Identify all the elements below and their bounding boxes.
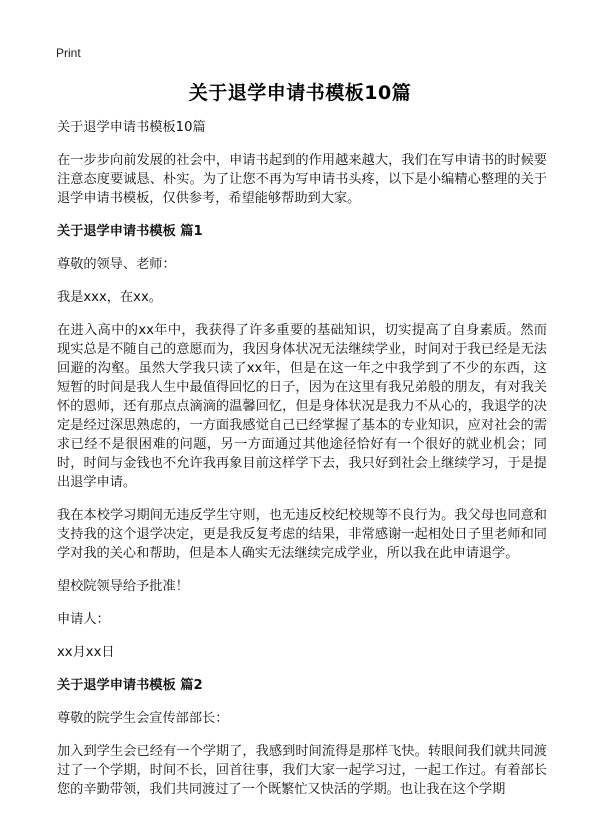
salutation: 尊敬的院学生会宣传部部长： xyxy=(57,711,229,726)
document-body xyxy=(57,118,547,813)
document-subtitle: 关于退学申请书模板10篇 xyxy=(57,120,206,135)
print-link[interactable]: Print xyxy=(56,46,81,60)
date-line: xx月xx日 xyxy=(57,645,115,660)
body-paragraph: 在进入高中的xx年中，我获得了许多重要的基础知识，切实提高了自身素质。然而现实总是不随自己的意愿而为，我因身体状况无法继续学业，时间对于我已经是无法回避的沟壑。虽然大学我只读了xx年，但是在这一年之中我学到了不少的东西，这短暂的时间是我人生中最值得回忆的日子，因为在这里有我兄弟般的朋友，有对我关怀的恩师，还有那点点滴滴的温馨回忆，但是身体状况是我力不从心的，我退学的决定是经过深思熟虑的，一方面我感觉自己已经掌握了基本的专业知识，应对社会的需求已经不是很困难的问题，另一方面通过其他途径恰好有一个很好的就业机会；同时，时间与金钱也不允许我再象目前这样学下去，我只好到社会上继续学习，于是提出退学申请。 xyxy=(57,323,547,490)
signature-label: 申请人： xyxy=(57,612,110,627)
section-2 xyxy=(57,676,547,799)
section-heading: 关于退学申请书模板 篇2 xyxy=(57,678,203,693)
section-heading: 关于退学申请书模板 篇1 xyxy=(57,224,203,239)
body-paragraph: 我是xxx，在xx。 xyxy=(57,290,162,305)
intro-paragraph: 在一步步向前发展的社会中，申请书起到的作用越来越大，我们在写申请书的时候要注意态度要诚恳、朴实。为了让您不再为写申请书头疼，以下是小编精心整理的关于退学申请书模板，仅供参考，希望能够帮助到大家。 xyxy=(57,153,547,206)
salutation: 尊敬的领导、老师： xyxy=(57,257,176,272)
document-title: 关于退学申请书模板10篇 xyxy=(188,82,412,104)
body-paragraph: 我在本校学习期间无违反学生守则，也无违反校纪校规等不良行为。我父母也同意和支持我的这个退学决定，更是我反复考虑的结果，非常感谢一起相处日子里老师和同学对我的关心和帮助，但是本人确实无法继续完成学业，所以我在此申请退学。 xyxy=(57,508,547,561)
section-1 xyxy=(57,222,547,662)
body-paragraph: 望校院领导给予批准！ xyxy=(57,579,189,594)
body-paragraph: 加入到学生会已经有一个学期了，我感到时间流得是那样飞快。转眼间我们就共同渡过了一个学期，时间不长，回首往事，我们大家一起学习过，一起工作过。有着部长您的辛勤带领，我们共同渡过了一个既繁忙又快活的学期。也让我在这个学期 xyxy=(57,744,547,797)
